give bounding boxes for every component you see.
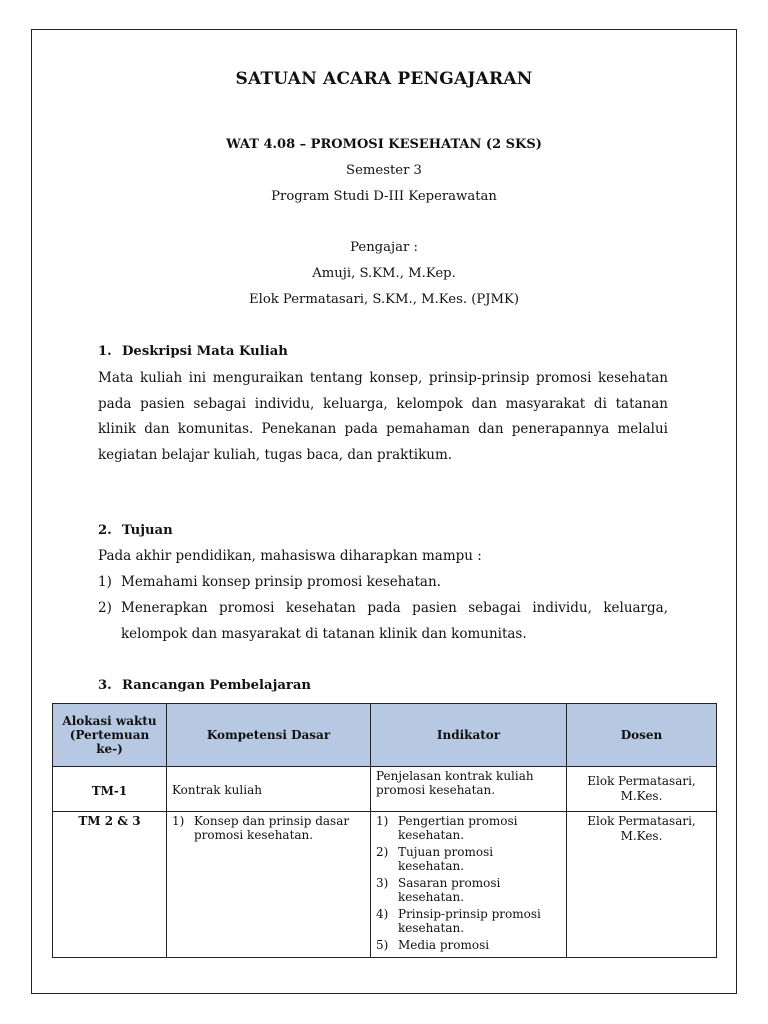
section-title: Tujuan	[122, 523, 173, 538]
item-number: 4)	[376, 907, 389, 921]
item-number: 1)	[376, 814, 389, 828]
lecturer-cell: Elok Permatasari, M.Kes.	[567, 767, 717, 812]
goal-intro: Pada akhir pendidikan, mahasiswa diharapkan mampu :	[98, 548, 482, 564]
section-number: 2.	[98, 523, 112, 538]
lecturer-cell: Elok Permatasari, M.Kes.	[567, 812, 717, 958]
lecturer-label: Pengajar :	[350, 240, 418, 255]
section-number: 1.	[98, 344, 112, 359]
table-header-row	[53, 704, 717, 767]
list-item	[172, 814, 365, 842]
competency-cell: Kontrak kuliah	[167, 767, 371, 812]
section-title: Deskripsi Mata Kuliah	[122, 344, 288, 359]
item-number: 5)	[376, 938, 389, 952]
indicator-cell	[371, 812, 567, 958]
section-heading	[98, 523, 173, 538]
item-number: 3)	[376, 876, 389, 890]
list-item	[376, 876, 561, 904]
item-number: 1)	[172, 814, 185, 828]
section-heading	[98, 344, 288, 359]
column-header: Kompetensi Dasar	[167, 704, 371, 767]
competency-list	[172, 814, 365, 842]
goal-item	[98, 596, 668, 647]
item-text: Media promosi	[398, 938, 490, 952]
item-text: Sasaran promosi kesehatan.	[398, 876, 501, 904]
section-title: Rancangan Pembelajaran	[122, 678, 311, 693]
lecturer-name: Elok Permatasari, S.KM., M.Kes. (PJMK)	[248, 292, 520, 307]
goal-number: 1)	[98, 574, 112, 590]
indicator-cell: Penjelasan kontrak kuliah promosi kesehatan.	[371, 767, 567, 812]
column-header: Dosen	[567, 704, 717, 767]
item-text: Pengertian promosi kesehatan.	[398, 814, 518, 842]
goal-number: 2)	[98, 600, 112, 616]
table-row	[53, 767, 717, 812]
learning-plan-table	[52, 703, 717, 958]
goal-text: Menerapkan promosi kesehatan pada pasien sebagai individu, keluarga, kelompok dan masyarakat di tatanan klinik dan komunitas.	[121, 600, 668, 642]
goal-text: Memahami konsep prinsip promosi kesehatan.	[121, 574, 441, 590]
description-paragraph: Mata kuliah ini menguraikan tentang konsep, prinsip-prinsip promosi kesehatan pada pasien sebagai individu, keluarga, kelompok dan masyarakat di tatanan klinik dan komunitas. Penekanan pada pemahaman dan penerapannya melalui kegiatan belajar kuliah, tugas baca, dan praktikum.	[98, 370, 668, 463]
list-item	[376, 938, 561, 952]
section-heading	[98, 678, 311, 693]
indicator-list	[376, 814, 561, 952]
competency-cell	[167, 812, 371, 958]
list-item	[376, 907, 561, 935]
meeting-cell: TM 2 & 3	[53, 812, 167, 958]
goal-item	[98, 570, 668, 596]
program-line: Program Studi D-III Keperawatan	[271, 189, 497, 204]
column-header: Indikator	[371, 704, 567, 767]
item-text: Tujuan promosi kesehatan.	[398, 845, 494, 873]
document-title: SATUAN ACARA PENGAJARAN	[235, 69, 533, 89]
item-text: Konsep dan prinsip dasar promosi kesehatan.	[194, 814, 350, 842]
item-text: Prinsip-prinsip promosi kesehatan.	[398, 907, 541, 935]
table-row	[53, 812, 717, 958]
item-number: 2)	[376, 845, 389, 859]
meeting-cell: TM-1	[53, 767, 167, 812]
list-item	[376, 845, 561, 873]
course-title: WAT 4.08 – PROMOSI KESEHATAN (2 SKS)	[226, 137, 542, 152]
list-item	[376, 814, 561, 842]
semester-line: Semester 3	[346, 163, 422, 178]
section-number: 3.	[98, 678, 112, 693]
lecturer-name: Amuji, S.KM., M.Kep.	[312, 266, 456, 281]
column-header: Alokasi waktu (Pertemuan ke-)	[53, 704, 167, 767]
